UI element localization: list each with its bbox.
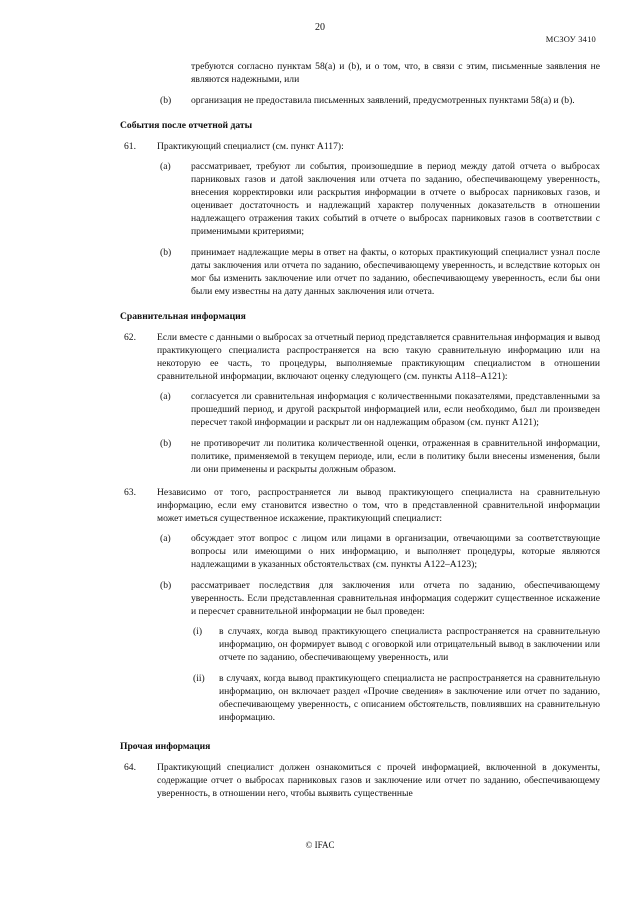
paragraph-text: Если вместе с данными о выбросах за отчетный период представляется сравнительная информация и вывод практикующего специалиста распространяется на всю такую сравнительную информацию или на некоторую ее часть, то процедуры, выполняемые практикующим специалистом в отношении сравнительной информации, включают оценку следующего (см. пункты A118–A121): (157, 332, 600, 382)
intro-item-b (157, 94, 600, 107)
paragraph-62-item-a (157, 390, 600, 429)
item-text: в случаях, когда вывод практикующего специалиста не распространяется на сравнительную информацию, он включает раздел «Прочие сведения» в заключение или отчет по заданию, обеспечивающему уверенность, с описанием обстоятельств, повлиявших на сравнительную информацию. (219, 673, 600, 723)
item-text: рассматривает последствия для заключения или отчета по заданию, обеспечивающему уверенность. Если представленная сравнительная информация содержит существенное искажение и пересчет сравнительной информации не был проведен: (191, 580, 600, 617)
paragraph-62-item-b (157, 437, 600, 476)
copyright-footer: © IFAC (305, 840, 335, 850)
paragraph-number: 63. (124, 487, 136, 498)
paragraph-number: 61. (124, 141, 136, 152)
item-label: (b) (160, 438, 172, 449)
paragraph-number: 62. (124, 332, 136, 343)
paragraph-63-item-b-ii (191, 672, 600, 724)
paragraph-63-item-b (157, 579, 600, 724)
paragraph-text: Практикующий специалист (см. пункт A117): (157, 141, 344, 152)
page-content (120, 60, 600, 810)
continuation-text: требуются согласно пунктам 58(a) и (b), и о том, что, в связи с этим, письменные заявления не являются надежными, или (191, 61, 600, 85)
item-label: (a) (160, 391, 171, 402)
item-text: организация не предоставила письменных заявлений, предусмотренных пунктами 58(a) и (b). (191, 95, 575, 106)
paragraph-61-item-b (157, 246, 600, 298)
item-text: согласуется ли сравнительная информация с количественными показателями, представленными за прошедший период, и другой раскрытой информацией или, если необходимо, был ли произведен пересчет такой информации и раскрыт ли он надлежащим образом (см. пункт A121); (191, 391, 600, 428)
item-text: обсуждает этот вопрос с лицом или лицами в организации, отвечающими за соответствующие вопросы или имеющими о них информацию, и выполняет процедуры, которые являются надлежащими в указанных обстоятельствах (см. пункты A122–A123); (191, 533, 600, 570)
paragraph-64 (120, 761, 600, 800)
item-label: (b) (160, 580, 172, 591)
item-label: (a) (160, 161, 171, 172)
paragraph-63-item-b-i (191, 625, 600, 664)
item-label: (ii) (193, 673, 205, 684)
standard-reference: МСЗОУ 3410 (545, 34, 596, 44)
page-number: 20 (315, 22, 325, 33)
section-heading-other: Прочая информация (120, 741, 211, 752)
paragraph-text: Практикующий специалист должен ознакомиться с прочей информацией, включенной в документы, содержащие отчет о выбросах парниковых газов и заключение или отчет по заданию, обеспечивающему уверенность, в отношении него, чтобы выявить существенные (157, 762, 600, 799)
section-heading-comparative: Сравнительная информация (120, 311, 246, 322)
item-text: принимает надлежащие меры в ответ на факты, о которых практикующий специалист узнал после даты заключения или отчета по заданию, обеспечивающему уверенность, и вследствие которых он мог бы изменить заключение или отчет по заданию, обеспечивающему уверенность, если бы они были ему известны на дату данных заключения или отчета. (191, 247, 600, 297)
paragraph-text: Независимо от того, распространяется ли вывод практикующего специалиста на сравнительную информацию, если ему становится известно о том, что в представленной сравнительной информации может иметься существенное искажение, практикующий специалист: (157, 487, 600, 524)
paragraph-61-item-a (157, 160, 600, 238)
item-text: в случаях, когда вывод практикующего специалиста распространяется на сравнительную информацию, он формирует вывод с оговоркой или отрицательный вывод в заключении или отчете по заданию, обеспечивающему уверенность, или (219, 626, 600, 663)
item-label: (a) (160, 533, 171, 544)
item-text: не противоречит ли политика количественной оценки, отраженная в сравнительной информации, политике, применяемой в текущем периоде, или, если в политику были внесены изменения, были ли они применены и раскрыты должным образом. (191, 438, 600, 475)
paragraph-63-item-a (157, 532, 600, 571)
paragraph-62 (120, 331, 600, 476)
paragraph-61 (120, 140, 600, 298)
item-label: (i) (193, 626, 203, 637)
paragraph-63 (120, 486, 600, 724)
item-label: (b) (160, 247, 172, 258)
item-text: рассматривает, требуют ли события, произошедшие в период между датой отчета о выбросах парниковых газов и датой заключения или отчета по заданию, обеспечивающему уверенность, внесения корректировки или раскрытия информации в отчете о выбросах парниковых газов, и оценивает достаточность и надлежащий характер полученных доказательств в отношении надлежащего отражения таких событий в отчете о выбросах парниковых газов в соответствии с применимыми критериями; (191, 161, 600, 237)
section-heading-events: События после отчетной даты (120, 120, 253, 131)
paragraph-number: 64. (124, 762, 136, 773)
item-label: (b) (160, 95, 172, 106)
